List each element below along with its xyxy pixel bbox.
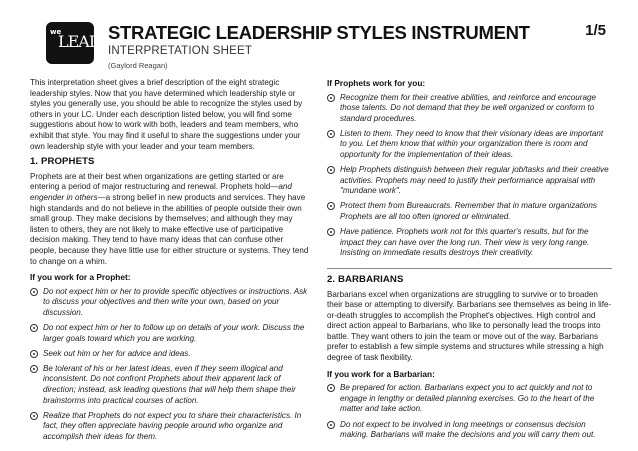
prophets-desc-part-b: —a strong belief in new products and services. They have high standards and do not believe in the abilities of people outside their own small group. They make decisions by themselves; and although they may listen to others, they are not likely to make effective use of participative decision making. They tend to have many ideas that can confuse other people, because they have little use for either structure or systems. They tend to change on a whim.: [30, 192, 309, 266]
welead-logo: [46, 22, 101, 64]
document-author: (Gaylord Reagan): [108, 61, 168, 70]
list-item: [327, 227, 612, 259]
section-divider: [327, 268, 612, 269]
tip-text: Be tolerant of his or her latest ideas, even if they seem illogical and inconsistent. Do not confront Prophets about their apparent lack of direction; instead, ask leading questions that will help them shape their brainstorms into practical courses of action.: [43, 363, 296, 405]
tip-text: Listen to them. They need to know that their visionary ideas are important to you. Let them know that within your organization there is room and opportunity for the implementation of their ideas.: [340, 128, 604, 160]
circle-bullet-icon: [30, 412, 38, 420]
list-item: [30, 349, 309, 360]
tip-text: Be prepared for action. Barbarians expect you to act quickly and not to engage in lengthy or detailed planning exercises. Go to the heart of the matter and take action.: [340, 383, 595, 414]
tip-text: Do not expect to be involved in long meetings or consensus decision making. Barbarians will make the decisions and you will carry them out.: [340, 419, 596, 440]
document-title: STRATEGIC LEADERSHIP STYLES INSTRUMENT: [108, 22, 530, 43]
list-item: [327, 129, 612, 161]
circle-bullet-icon: [327, 202, 335, 210]
subheading-work-for-prophet: If you work for a Prophet:: [30, 272, 131, 283]
subheading-prophets-work-for-you: If Prophets work for you:: [327, 78, 426, 88]
list-item: [30, 364, 309, 406]
prophets-description: [30, 172, 309, 267]
section-title-barbarians: 2. BARBARIANS: [327, 273, 404, 285]
tip-text: Realize that Prophets do not expect you to share their characteristics. In fact, they often appreciate having people around who organize and accomplish their ideas for them.: [43, 410, 302, 441]
page-number: 1/5: [585, 22, 606, 39]
left-column: [30, 78, 309, 447]
tip-text: Recognize them for their creative abilities, and reinforce and encourage those talents. Do not demand that they be well organized or conform to standard procedures.: [340, 92, 596, 123]
tip-text: Do not expect him or her to follow up on details of your work. Discuss the larger goals toward which you are working.: [43, 322, 305, 343]
circle-bullet-icon: [327, 421, 335, 429]
tip-text: Help Prophets distinguish between their regular job/tasks and their creative activities. Prophets may need to justify their performance appraisal with "mundane work".: [340, 165, 609, 196]
circle-bullet-icon: [327, 130, 335, 138]
tip-text: Do not expect him or her to provide specific objectives or instructions. Ask to discuss your objectives and then write your own, based on your discussion.: [43, 286, 308, 317]
tips-list-work-for-prophet: [30, 287, 309, 443]
page-header: [46, 18, 606, 74]
logo-lead-text: LEAD: [58, 32, 101, 51]
circle-bullet-icon: [327, 166, 335, 174]
right-column: [327, 78, 612, 445]
barbarians-description: Barbarians excel when organizations are struggling to survive or to broaden their base or attempting to diversify. Barbarians see themselves as being in life-or-death struggles to accomplish the Prophet's objectives. High control and direct action appeal to Barbarians, who like to personally lead the troops into battle. They want others to join the team or move out of the way. Barbarians prefer to establish a few simple systems and structures while stressing a high degree of task flexibility.: [327, 289, 612, 363]
tips-list-prophets-work-for-you: [327, 93, 612, 259]
circle-bullet-icon: [327, 384, 335, 392]
list-item: [327, 420, 612, 441]
prophets-desc-part-a: Prophets are at their best when organizations are getting started or are entering a period of major restructuring and renewal. Prophets hold—: [30, 171, 284, 192]
section-title-prophets: 1. PROPHETS: [30, 156, 95, 168]
circle-bullet-icon: [30, 365, 38, 373]
tip-text: Seek out him or her for advice and ideas.: [43, 348, 191, 358]
document-subtitle: INTERPRETATION SHEET: [108, 45, 253, 57]
list-item: [327, 165, 612, 197]
subheading-work-for-barbarian: If you work for a Barbarian:: [327, 368, 435, 379]
circle-bullet-icon: [327, 94, 335, 102]
logo-we-text: we: [50, 28, 62, 36]
list-item: [327, 93, 612, 125]
list-item: [30, 323, 309, 344]
list-item: [327, 383, 612, 415]
circle-bullet-icon: [30, 350, 38, 358]
intro-paragraph: This interpretation sheet gives a brief description of the eight strategic leadership styles. Now that you have determined which leadership style or styles you generally use, you should be able to recognize the styles used by others in your LC. Under each description listed below, you will find some suggestions about how to work with both, leaders and team members, who exhibit that style. You may find it useful to share the suggestions under your own leadership style with your leader and your team members.: [30, 78, 303, 151]
list-item: [30, 287, 309, 319]
list-item: [30, 411, 309, 443]
tips-list-work-for-barbarian: [327, 383, 612, 440]
tip-text: Protect them from Bureaucrats. Remember that in mature organizations Prophets are all too often ignored or eliminated.: [340, 201, 597, 222]
list-item: [327, 201, 612, 222]
circle-bullet-icon: [30, 324, 38, 332]
prophets-desc-emphasis: and engender in others: [30, 182, 292, 202]
tip-text: Have patience. Prophets work not for this quarter's results, but for the impact they can have over the long run. Their view is very long range. Insisting on immediate results destroys their creativity.: [340, 227, 590, 258]
circle-bullet-icon: [327, 228, 335, 236]
circle-bullet-icon: [30, 288, 38, 296]
